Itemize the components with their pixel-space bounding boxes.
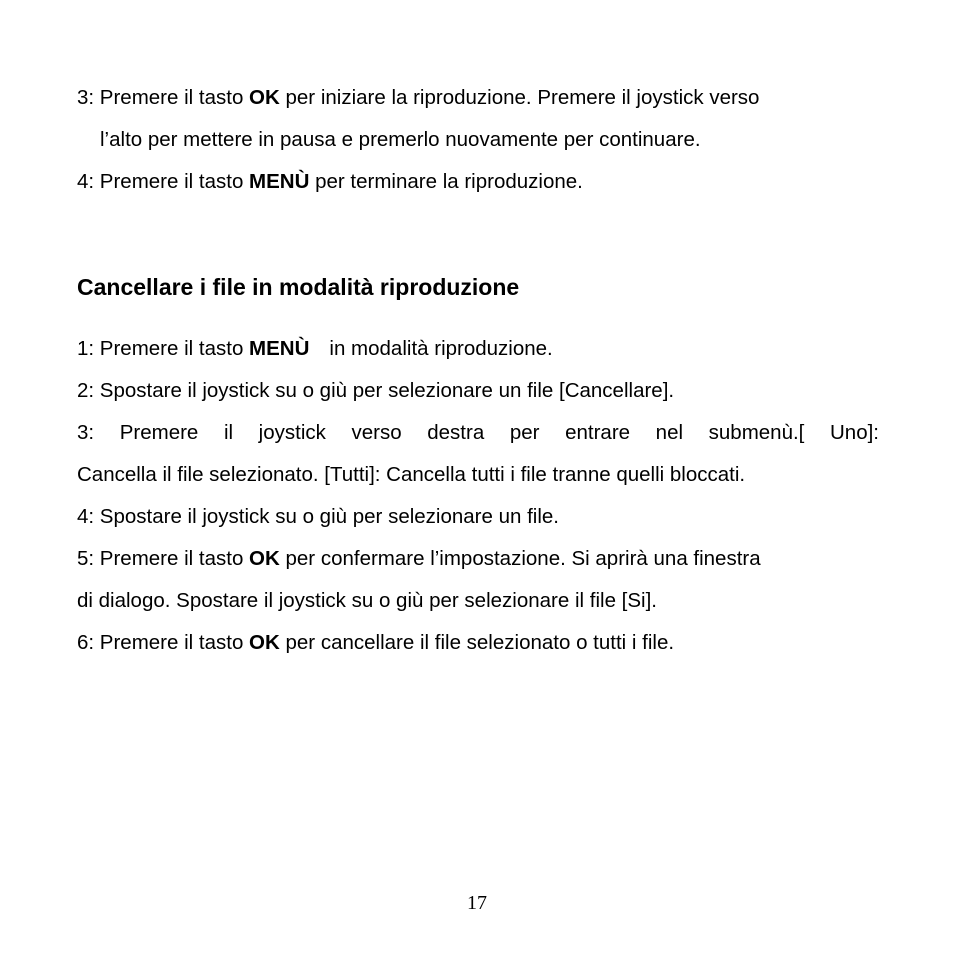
key-menu: MENÙ	[249, 170, 310, 193]
key-ok: OK	[249, 86, 280, 109]
step-1-delete	[77, 337, 879, 361]
step-text: 3: Premere il tasto	[77, 86, 250, 109]
step-3-playback	[77, 86, 879, 110]
step-2-delete: 2: Spostare il joystick su o giù per selezionare un file [Cancellare].	[77, 379, 675, 402]
step-text: in modalità riproduzione.	[329, 337, 553, 360]
step-text: 1: Premere il tasto	[77, 337, 250, 360]
key-ok: OK	[249, 631, 280, 654]
step-6-delete	[77, 631, 879, 655]
step-3-playback-continued: l’alto per mettere in pausa e premerlo nuovamente per continuare.	[100, 128, 701, 151]
step-text: 5: Premere il tasto	[77, 547, 250, 570]
step-4-delete: 4: Spostare il joystick su o giù per selezionare un file.	[77, 505, 560, 528]
key-menu: MENÙ	[249, 337, 310, 360]
step-text: per confermare l’impostazione. Si aprirà una finestra	[279, 547, 761, 570]
step-4-playback	[77, 170, 879, 194]
step-5-delete	[77, 547, 879, 571]
step-text: per iniziare la riproduzione. Premere il joystick verso	[279, 86, 760, 109]
step-3-delete: 3: Premere il joystick verso destra per entrare nel submenù.[ Uno]:	[77, 421, 879, 444]
key-ok: OK	[249, 547, 280, 570]
step-text: 6: Premere il tasto	[77, 631, 250, 654]
step-5-delete-continued: di dialogo. Spostare il joystick su o giù per selezionare il file [Si].	[77, 589, 657, 612]
step-text: per cancellare il file selezionato o tutti i file.	[279, 631, 675, 654]
step-3-delete-continued: Cancella il file selezionato. [Tutti]: Cancella tutti i file tranne quelli bloccati.	[77, 463, 746, 486]
step-text: per terminare la riproduzione.	[309, 170, 583, 193]
page-number: 17	[467, 892, 487, 914]
step-text: 4: Premere il tasto	[77, 170, 250, 193]
section-heading: Cancellare i file in modalità riproduzione	[77, 274, 520, 300]
